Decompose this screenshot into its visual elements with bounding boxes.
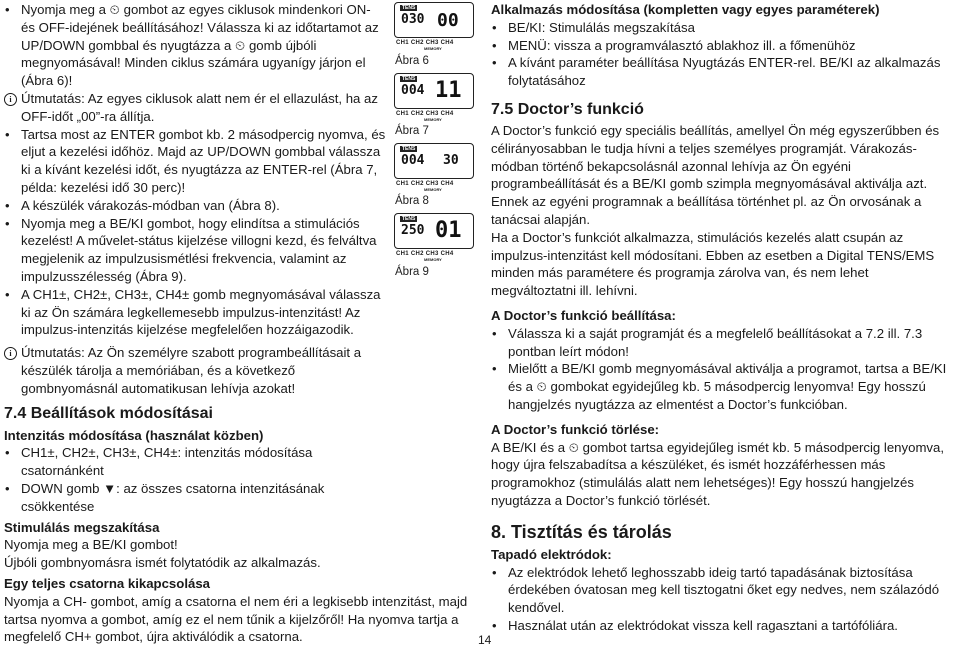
figure-display-6: TENS 030 00 CH1 CH2 CH3 CH4 MEMORY [394,2,474,50]
subheading-stop: Stimulálás megszakítása [4,519,160,535]
paragraph: Újbóli gombnyomásra ismét folytatódik az alkalmazás. [4,555,321,571]
figure-caption: Ábra 7 [395,125,429,137]
list-item: • MENÜ: vissza a programválasztó ablakhoz ill. a főmenühöz [491,37,957,55]
lcd-display: TENS 030 00 [394,2,474,38]
list-item: • BE/KI: Stimulálás megszakítása [491,19,957,37]
section-heading-7-5: 7.5 Doctor’s funkció [491,100,644,118]
section-heading-8: 8. Tisztítás és tárolás [491,521,672,542]
section-heading-7-4: 7.4 Beállítások módosításai [4,404,213,422]
list-item: • Mielőtt a BE/KI gomb megnyomásával aktiválja a programot, tartsa a BE/KI és a ⏲ gombokat egyidejűleg kb. 5 másodpercig lenyomva! Egy hosszú hangjelzés nyugtázza az elmentést a Doctor’s funkcióban. [491,360,957,413]
right-column [491,1,957,635]
note-memory [4,344,388,397]
subheading-doctor-delete: A Doctor’s funkció törlése: [491,421,660,437]
list-item: • A CH1±, CH2±, CH3±, CH4± gomb megnyomásával válassza ki az Ön számára legkellemesebb impulzus-intenzitást! Az impulzus-intenzitás kijelzése megfelelően hozzáigazodik. [4,286,388,339]
list-item: • Nyomja meg a ⏲ gombot az egyes ciklusok mindenkori ON- és OFF-idejének beállításához! Válassza ki az időtartamot az UP/DOWN gombbal és nyugtázza a ⏲ gomb újbóli megnyomásával! Minden ciklus számára ugyanígy járjon el (Ábra 6)! [4,1,388,90]
note-text: Útmutatás: Az egyes ciklusok alatt nem ér el ellazulást, ha az OFF-időt „00”-ra állítja. [21,90,378,124]
subheading-channel-off: Egy teljes csatorna kikapcsolása [4,575,210,591]
paragraph: A Doctor’s funkció egy speciális beállítás, amellyel Ön még egyszerűbben és célirányosabban le tudja hívni a teljes személyes programját. Várakozás-módban történő bekapcsolásnál azonnal lehívja az Ön egyéni programbeállítását és a BE/KI gomb szimpla megnyomásával aktiválja azt. Ennek az egyéni programnak a beállítása történhet pl. az Ön orvosának a tanácsai alapján. [491,122,940,227]
note-instruction [4,90,388,126]
list-item: • Nyomja meg a BE/KI gombot, hogy elindítsa a stimulációs kezelést! A művelet-státus kijelzése villogni kezd, és felváltva megjelenik az impulzusismétlési frekvencia, valamint az impulzusszélesség (Ábra 9). [4,215,388,286]
figure-caption: Ábra 8 [395,195,429,207]
paragraph: Ha a Doctor’s funkciót alkalmazza, stimulációs kezelés alatt csupán az impulzus-intenzitást kell módosítani. Ebben az esetben a Digital TENS/EMS minden más paramétere és programja zárolva van, és nem lehet megváltoztatni ill. lehívni. [491,229,935,299]
paragraph: Nyomja a CH- gombot, amíg a csatorna el nem éri a legkisebb intenzitást, majd tartsa nyomva a gombot, amíg ez el nem tűnik a kijelzőről! Ha nyomva tartja a megfelelő CH+ gombot, újra aktiválódik a csatorna. [4,593,468,645]
list-item: • Tartsa most az ENTER gombot kb. 2 másodpercig nyomva, és eljut a kezelési időhöz. Majd az UP/DOWN gombbal válassza ki a kívánt kezelési időt, és nyugtázza az ENTER-rel (Ábra 7, példa: kezelési idő 30 perc)! [4,126,388,197]
figure-caption: Ábra 6 [395,55,429,67]
list-item: • Használat után az elektródokat vissza kell ragasztani a tartófóliára. [491,617,957,635]
lcd-display: TENS 250 01 [394,213,474,249]
figure-display-9: TENS 250 01 CH1 CH2 CH3 CH4 MEMORY [394,213,474,261]
list-item: • CH1±, CH2±, CH3±, CH4±: intenzitás módosítása csatornánként [4,444,388,480]
list-item: • DOWN gomb ▼: az összes csatorna intenzitásának csökkentése [4,480,388,516]
lcd-display: TENS 004 11 [394,73,474,109]
figure-display-7: TENS 004 11 CH1 CH2 CH3 CH4 MEMORY [394,73,474,121]
paragraph: Nyomja meg a BE/KI gombot! [4,537,178,553]
subheading-doctor-set: A Doctor’s funkció beállítása: [491,307,676,323]
page-number: 14 [478,633,492,647]
list-item: • Válassza ki a saját programját és a megfelelő beállításokat a 7.2 ill. 7.3 pontban leírt módon! [491,325,957,361]
lcd-display: TENS 004 30 [394,143,474,179]
figure-caption: Ábra 9 [395,266,429,278]
paragraph: A BE/KI és a ⏲ gombot tartsa egyidejűleg ismét kb. 5 másodpercig lenyomva, hogy újra felszabadítsa a készüléket, és ismét hozzáférhessen más programokhoz (stimulálás alatt nem lehetséges)! Egy hosszú hangjelzés nyugtázza a Doctor’s funkció törlését. [491,439,945,508]
info-icon: i [4,347,17,360]
subheading-intensity: Intenzitás módosítása (használat közben) [4,427,264,443]
subheading-modify: Alkalmazás módosítása (kompletten vagy egyes paraméterek) [491,2,880,17]
list-item: • Az elektródok lehető leghosszabb ideig tartó tapadásának biztosítása érdekében óvatosan meg kell tisztogatni őket egy nedves, nem szálazódó kendővel. [491,564,957,617]
list-item: • A kívánt paraméter beállítása Nyugtázás ENTER-rel. BE/KI az alkalmazás folytatásához [491,54,957,90]
info-icon: i [4,93,17,106]
list-item: • A készülék várakozás-módban van (Ábra 8). [4,197,388,215]
figure-display-8: TENS 004 30 CH1 CH2 CH3 CH4 MEMORY [394,143,474,191]
subheading-electrodes: Tapadó elektródok: [491,546,612,562]
note-text: Útmutatás: Az Ön személyre szabott programbeállításait a készülék tárolja a memóriában, és a következő gombnyomásnál automatikusan lehívja azokat! [21,345,362,396]
